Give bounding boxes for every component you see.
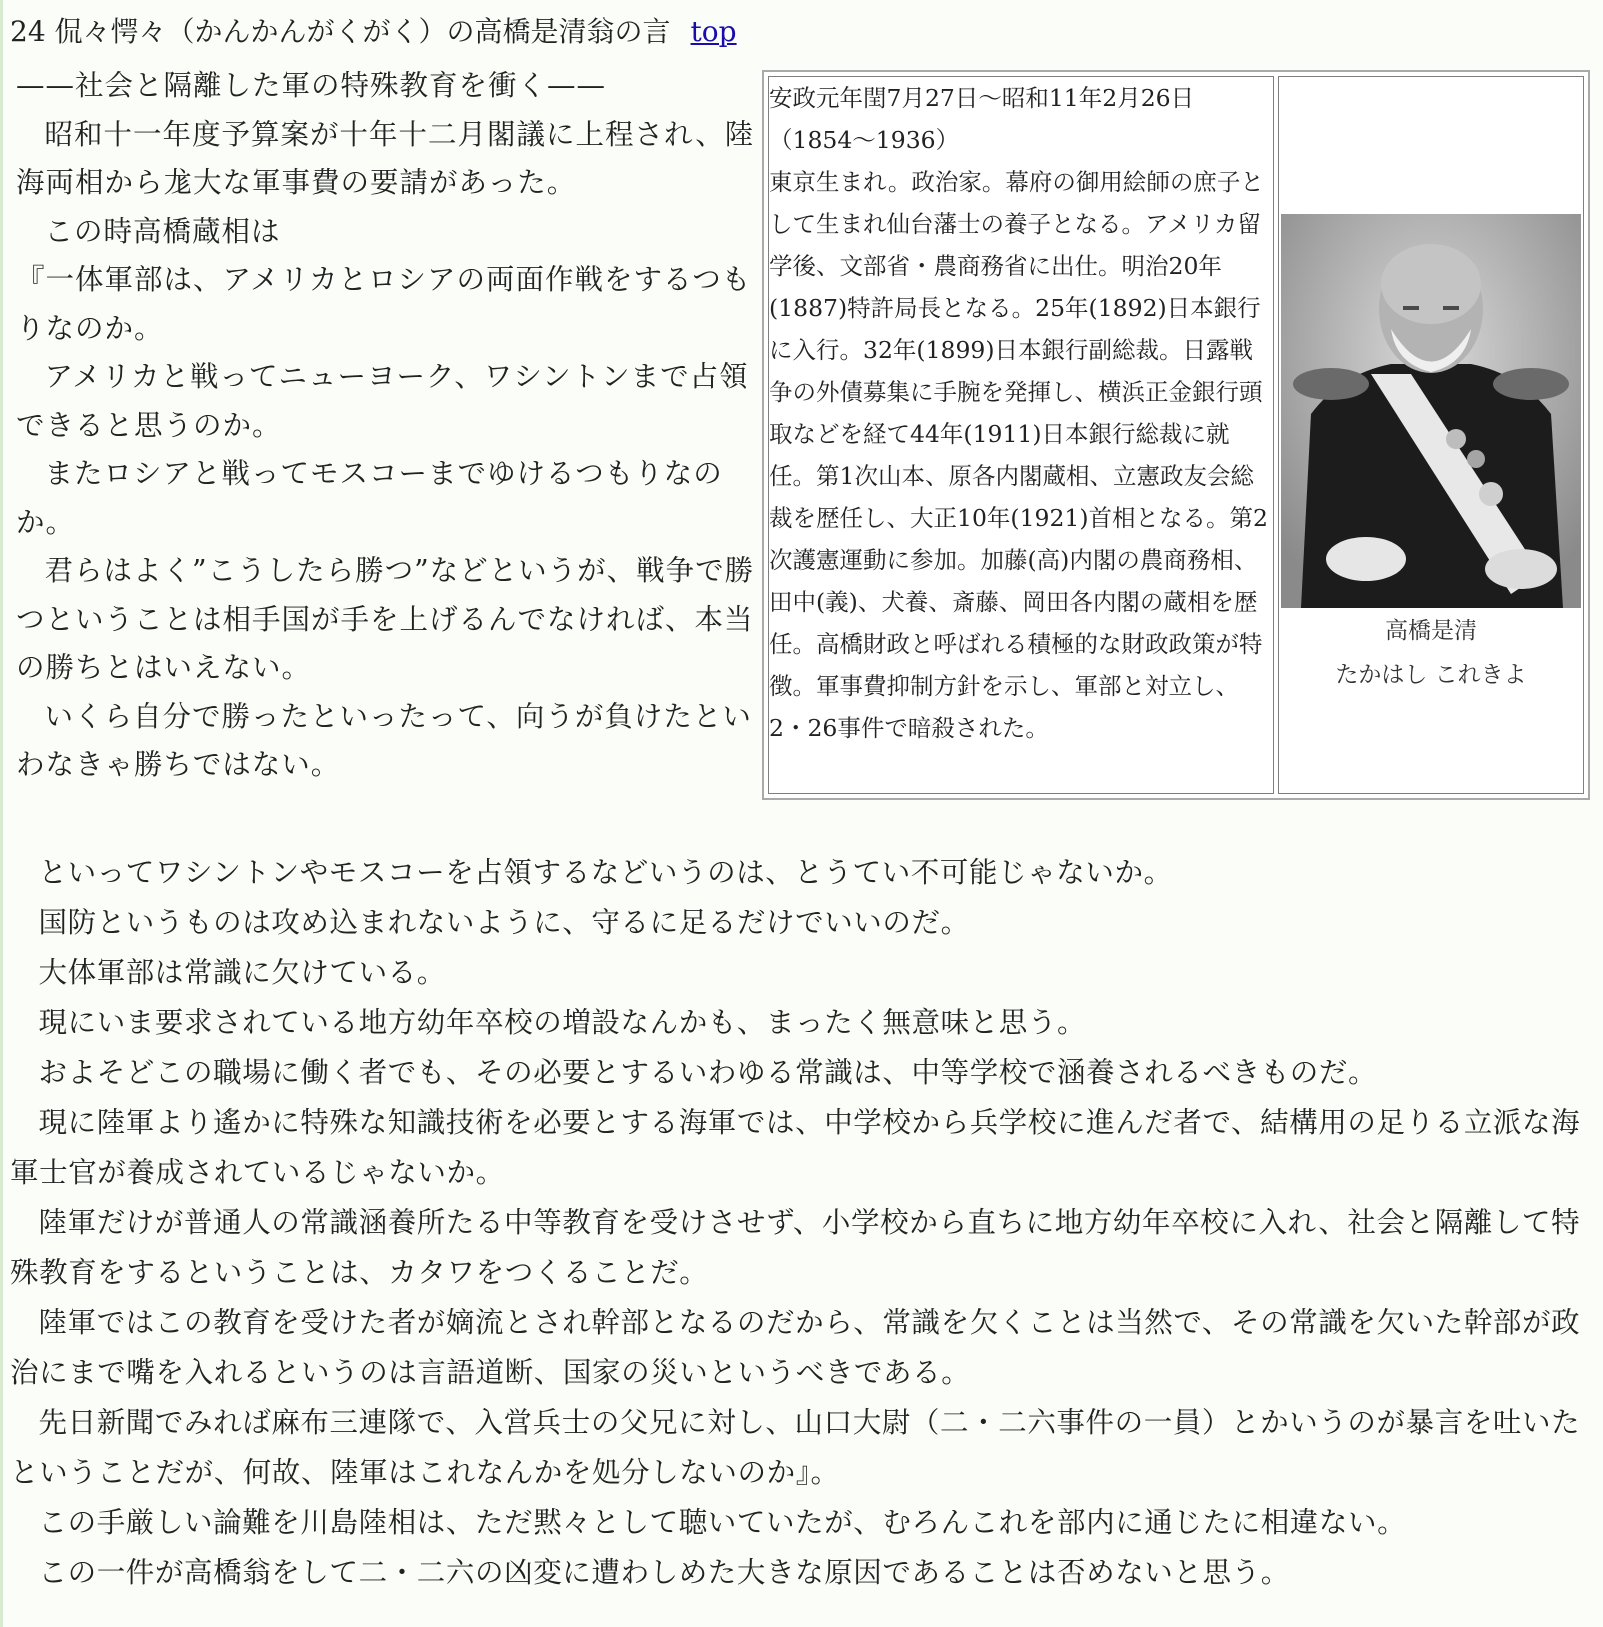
lead-column [16,62,756,790]
lead-paragraph: 昭和十一年度予算案が十年十二月閣議に上程され、陸海両相から尨大な軍事費の要請があった。 [16,117,755,199]
section-title: 24 侃々愕々（かんかんがくがく）の高橋是清翁の言 [10,15,671,48]
bio-description: 東京生まれ。政治家。幕府の御用絵師の庶子として生まれ仙台藩士の養子となる。アメリカ留学後、文部省・農商務省に出仕。明治20年(1887)特許局長となる。25年(1892)日本銀行に入行。32年(1899)日本銀行副総裁。日露戦争の外債募集に手腕を発揮し、横浜正金銀行頭取などを経て44年(1911)日本銀行総裁に就任。第1次山本、原各内閣蔵相、立憲政友会総裁を歴任し、大正10年(1921)首相となる。第2次護憲運動に参加。加藤(高)内閣の農商務相、田中(義)、犬養、斎藤、岡田各内閣の蔵相を歴任。高橋財政と呼ばれる積極的な財政政策が特徴。軍事費抑制方針を示し、軍部と対立し、2・26事件で暗殺された。 [769,168,1268,742]
body-paragraph: 先日新聞でみれば麻布三連隊で、入営兵士の父兄に対し、山口大尉（二・二六事件の一員）とかいうのが暴言を吐いたということだが、何故、陸軍はこれなんかを処分しないのか』。 [10,1406,1581,1489]
portrait-reading: たかはし これきよ [1335,662,1527,688]
body-paragraph: およそどこの職場に働く者でも、その必要とするいわゆる常識は、中等学校で涵養されるべきものだ。 [38,1056,1378,1089]
body-paragraph: 陸軍だけが普通人の常識涵養所たる中等教育を受けさせず、小学校から直ちに地方幼年卒校に入れ、社会と隔離して特殊教育をするということは、カタワをつくることだ。 [10,1206,1581,1289]
lead-paragraph: この時高橋蔵相は [44,214,281,248]
body-paragraph: 現にいま要求されている地方幼年卒校の増設なんかも、まったく無意味と思う。 [38,1006,1087,1039]
body-paragraph: といってワシントンやモスコーを占領するなどいうのは、とうてい不可能じゃないか。 [38,856,1173,889]
biography-table [762,70,1590,800]
body-paragraph: この一件が高橋翁をして二・二六の凶変に遭わしめた大きな原因であることは否めないと思う。 [38,1556,1290,1589]
body-paragraph: 国防というものは攻め込まれないように、守るに足るだけでいいのだ。 [38,906,970,939]
lead-paragraph: 『一体軍部は、アメリカとロシアの両面作戦をするつもりなのか。 [16,263,752,345]
section-heading [10,8,737,56]
body-paragraph: この手厳しい論難を川島陸相は、ただ黙々として聴いていたが、むろんこれを部内に通じたに相違ない。 [38,1506,1407,1539]
bio-dates: 安政元年閏7月27日〜昭和11年2月26日 [769,84,1195,112]
body-paragraph: 現に陸軍より遙かに特殊な知識技術を必要とする海軍では、中学校から兵学校に進んだ者で、結構用の足りる立派な海軍士官が養成されているじゃないか。 [10,1106,1581,1189]
main-text [10,848,1595,1598]
lead-paragraph: またロシアと戦ってモスコーまでゆけるつもりなのか。 [16,457,723,539]
portrait-name: 高橋是清 [1385,618,1477,644]
body-paragraph: 大体軍部は常識に欠けている。 [38,956,446,989]
top-link[interactable]: top [690,15,737,48]
portrait-photo [1281,214,1581,608]
bio-years: （1854〜1936） [769,126,960,154]
portrait-cell [1278,76,1584,794]
lead-paragraph: いくら自分で勝ったといったって、向うが負けたといわなきゃ勝ちではない。 [16,699,752,781]
biography-text-cell [768,76,1274,794]
lead-paragraph: アメリカと戦ってニューヨーク、ワシントンまで占領できると思うのか。 [16,360,749,442]
page-left-border [0,0,3,1627]
lead-subtitle: ——社会と隔離した軍の特殊教育を衝く—— [16,69,607,102]
lead-paragraph: 君らはよく”こうしたら勝つ”などというが、戦争で勝つということは相手国が手を上げるんでなければ、本当の勝ちとはいえない。 [16,554,755,684]
body-paragraph: 陸軍ではこの教育を受けた者が嫡流とされ幹部となるのだから、常識を欠くことは当然で、その常識を欠いた幹部が政治にまで嘴を入れるというのは言語道断、国家の災いというべきである。 [10,1306,1581,1389]
